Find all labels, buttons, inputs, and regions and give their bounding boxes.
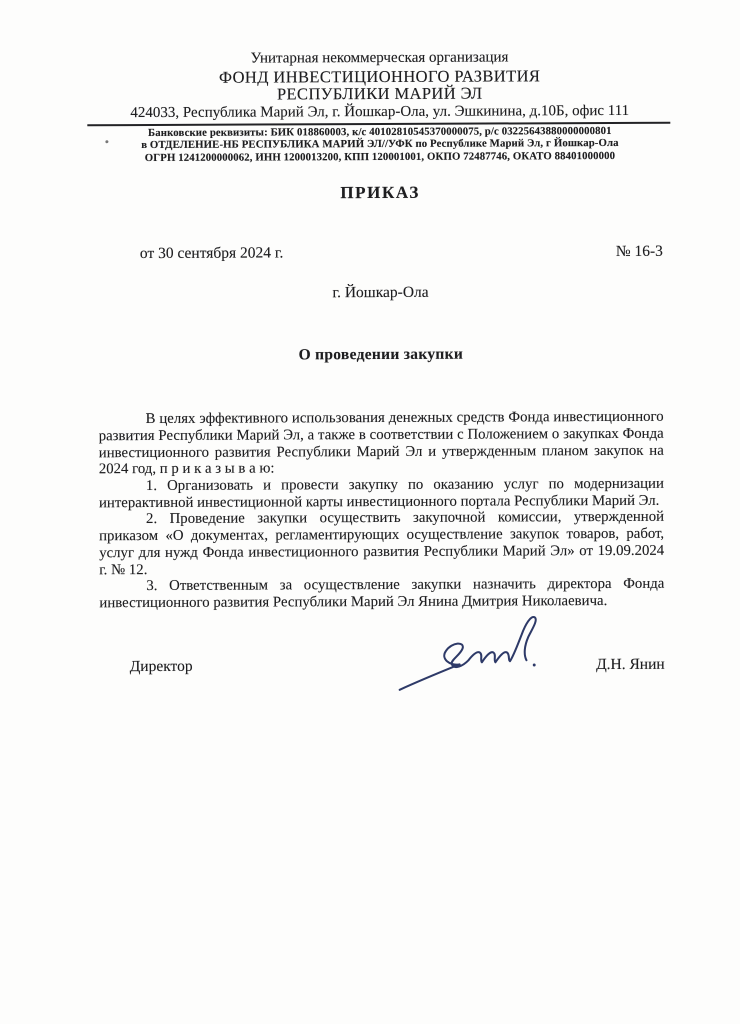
scan-artifact-dot bbox=[105, 140, 108, 143]
org-name-line2: РЕСПУБЛИКИ МАРИЙ ЭЛ bbox=[276, 83, 483, 104]
order-date: от 30 сентября 2024 г. bbox=[139, 244, 284, 263]
order-title: ПРИКАЗ bbox=[340, 183, 420, 203]
document-content bbox=[97, 49, 665, 676]
signature-dot bbox=[533, 663, 536, 666]
order-item-3: 3. Ответственным за осуществление закупки назначить директора Фонда инвестиционного развития Республики Марий Эл Янина Дмитрия Николаевича. bbox=[99, 576, 665, 612]
order-subject: О проведении закупки bbox=[298, 345, 464, 364]
order-number: № 16-3 bbox=[615, 242, 663, 261]
order-city: г. Йошкар-Ола bbox=[332, 284, 429, 302]
org-type: Унитарная некоммерческая организация bbox=[250, 49, 509, 67]
org-name-line1: ФОНД ИНВЕСТИЦИОННОГО РАЗВИТИЯ bbox=[218, 65, 541, 87]
order-item-1: 1. Организовать и провести закупку по оказанию услуг по модернизации интерактивной инвестиционной карты инвестиционного портала Республики Марий Эл. bbox=[98, 475, 664, 511]
signature-block bbox=[100, 655, 665, 675]
bank-details-line1: Банковские реквизиты: БИК 018860003, к/с 40102810545370000075, р/с 03225643880000000801 bbox=[148, 124, 612, 140]
signature-stroke bbox=[399, 617, 536, 690]
date-number-row bbox=[98, 243, 663, 263]
order-item-2: 2. Проведение закупки осуществить закупочной комиссии, утвержденной приказом «О документах, регламентирующих осуществление закупок товаров, работ, услуг для нужд Фонда инвестиционного развития Республики Марий Эл» от 19.09.2024 г. № 12. bbox=[99, 509, 665, 578]
bank-details bbox=[97, 125, 662, 165]
letterhead bbox=[97, 49, 662, 165]
handwritten-signature-icon bbox=[395, 608, 550, 701]
signatory-name: Д.Н. Янин bbox=[596, 655, 665, 673]
signatory-position: Директор bbox=[129, 657, 193, 675]
bank-details-line3: ОГРН 1241200000062, ИНН 1200013200, КПП 120001001, ОКПО 72487746, ОКАТО 88401000000 bbox=[144, 149, 616, 164]
org-address: 424033, Республика Марий Эл, г. Йошкар-Ола, ул. Эшкинина, д.10Б, офис 111 bbox=[130, 102, 630, 121]
bank-details-line2: в ОТДЕЛЕНИЕ-НБ РЕСПУБЛИКА МАРИЙ ЭЛ//УФК по Республике Марий Эл, г Йошкар-Ола bbox=[141, 137, 619, 152]
order-body bbox=[99, 409, 665, 612]
intro-paragraph: В целях эффективного использования денежных средств Фонда инвестиционного развития Республики Марий Эл, а также в соответствии с Положением о закупках Фонда инвестиционного развития Республики Марий Эл и утвержденным планом закупок на 2024 год, п р и к а з ы в а ю: bbox=[98, 408, 664, 478]
